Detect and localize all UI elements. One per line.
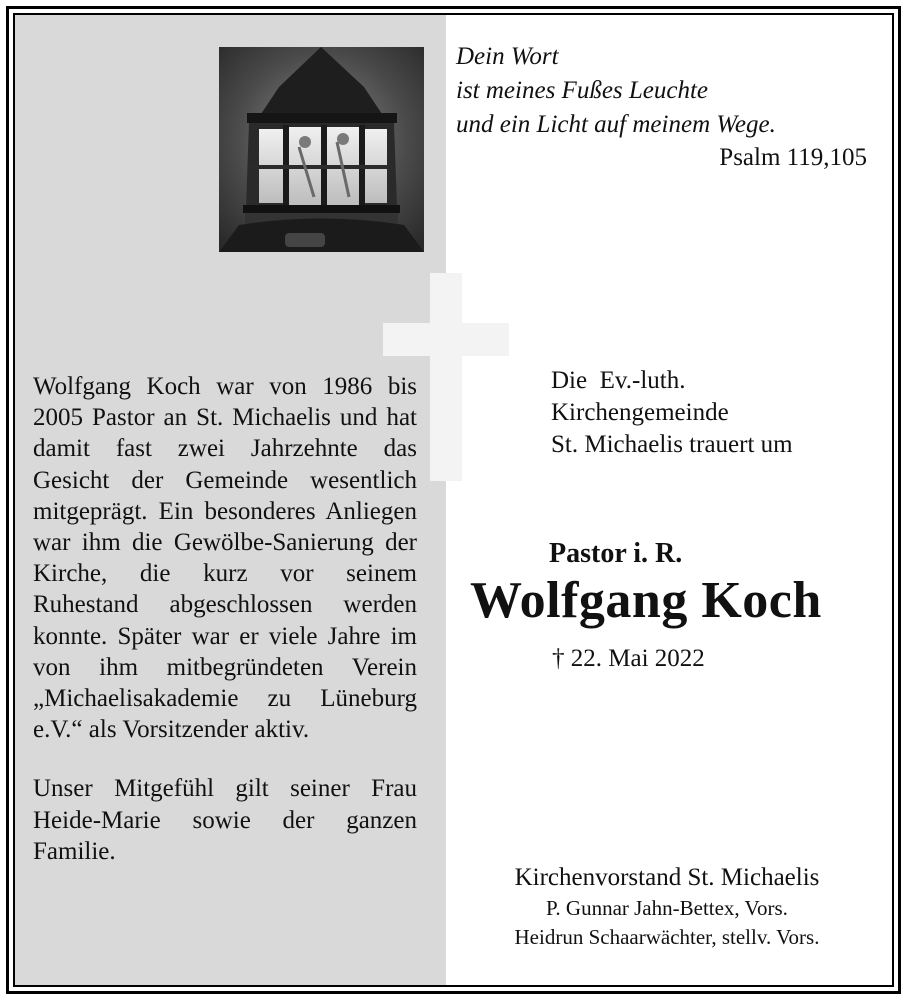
signature-person-1: P. Gunnar Jahn-Bettex, Vors.	[546, 896, 788, 920]
mourners-line-1: Die Ev.-luth.	[551, 367, 686, 394]
bible-quote	[456, 40, 776, 142]
quote-source: Psalm 119,105	[719, 144, 867, 171]
deceased-name: Wolfgang Koch	[470, 572, 822, 629]
mourners-text	[551, 365, 793, 461]
belfry-image	[219, 47, 424, 252]
deceased-title: Pastor i. R.	[549, 538, 683, 569]
biography-text	[33, 371, 417, 867]
cross-horizontal-bar	[383, 323, 509, 356]
biography-paragraph-2: Unser Mitgefühl gilt seiner Frau Heide-Marie sowie der ganzen Familie.	[33, 775, 417, 865]
signature-org: Kirchenvorstand St. Michaelis	[514, 864, 820, 891]
cross-vertical-bar	[430, 273, 462, 481]
church-tower-photo	[219, 47, 424, 252]
biography-paragraph-1: Wolfgang Koch war von 1986 bis 2005 Pastor an St. Michaelis und hat damit fast zwei Jahrzehnte das Gesicht der Gemeinde wesentlich mitgeprägt. Ein besonderes Anliegen war ihm die Gewölbe-Sanierung der Kirche, die kurz vor seinem Ruhestand abgeschlossen werden konnte. Später war er viele Jahre im von ihm mitbegründeten Verein „Michaelisakademie zu Lüneburg e.V.“ als Vorsitzender aktiv.	[33, 373, 417, 744]
signature-block	[447, 862, 887, 952]
death-date: † 22. Mai 2022	[552, 645, 705, 672]
quote-line-3: und ein Licht auf meinem Wege.	[456, 111, 776, 138]
signature-person-2: Heidrun Schaarwächter, stellv. Vors.	[514, 925, 820, 949]
mourners-line-2: Kirchengemeinde	[551, 399, 729, 426]
quote-line-1: Dein Wort	[456, 43, 559, 70]
mourners-line-3: St. Michaelis trauert um	[551, 431, 793, 458]
quote-line-2: ist meines Fußes Leuchte	[456, 77, 709, 104]
